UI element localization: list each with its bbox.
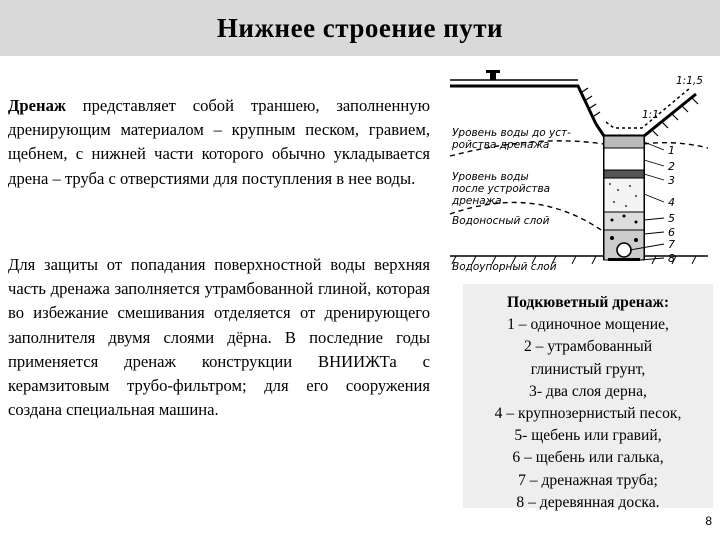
legend-item: 2 – утрамбованный [523, 338, 653, 356]
slide-title: Нижнее строение пути [216, 12, 504, 43]
rail-icon [490, 72, 496, 80]
drainage-definition-paragraph [8, 94, 430, 191]
water-before-label-2: ройства дренажа [452, 139, 550, 151]
legend-item: 6 – щебень или галька, [512, 449, 664, 467]
protection-paragraph: Для защиты от попадания поверхностной воды верхняя часть дренажа заполняется утрамбованной глиной, которая во избежание смешивания отделяется от дренирующего заполнителя двумя слоями дёрна. В последние годы применяется дренаж конструкции ВНИИЖТа с керамзитовым трубо-фильтром; для его сооружения создана специальная машина. [8, 255, 430, 420]
drain-pipe-icon [617, 243, 631, 257]
water-after-label-3: дренажа [452, 195, 502, 207]
label-num-7: 7 [668, 238, 675, 251]
drainage-cross-section-diagram [446, 64, 716, 274]
label-num-4: 4 [668, 196, 675, 209]
legend-item: 3- два слоя дерна, [529, 382, 647, 400]
label-num-2: 2 [668, 160, 675, 173]
slope-label: 1:1,5 [676, 75, 703, 87]
water-after-label-1: Уровень воды [452, 171, 529, 183]
aquifer-label: Водоносный слой [452, 215, 550, 227]
water-after-label-2: после устройства [452, 183, 551, 195]
slope-label-small: 1:1 [642, 109, 659, 121]
label-num-6: 6 [668, 226, 675, 239]
legend-title: Подкюветный дренаж: [506, 294, 670, 311]
legend-box [463, 284, 713, 511]
definition-text: представляет собой траншею, заполненную дренирующим материалом – крупным песком, гравием, щебнем, с нижней части которого обычно укладывается дрена – труба с отверстиями для поступления в нее воды. [8, 96, 430, 188]
label-num-1: 1 [668, 144, 675, 157]
legend-item: 5- щебень или гравий, [514, 427, 662, 445]
legend-item: 4 – крупнозернистый песок, [494, 405, 682, 423]
label-num-3: 3 [668, 174, 675, 187]
legend-item: 1 – одиночное мощение, [507, 316, 669, 334]
legend-item: 8 – деревянная доска. [516, 493, 660, 511]
term-drainage: Дренаж [8, 96, 66, 115]
label-num-5: 5 [668, 212, 675, 225]
label-num-8: 8 [668, 252, 675, 265]
wooden-board-icon [608, 258, 640, 261]
water-before-label-1: Уровень воды до уст- [452, 127, 571, 139]
legend-item: глинистый грунт, [530, 360, 646, 378]
title-bar [0, 0, 720, 56]
legend-item: 7 – дренажная труба; [518, 471, 658, 489]
aquiclude-label: Водоупорный слой [452, 261, 557, 273]
page-number: 8 [705, 514, 712, 528]
